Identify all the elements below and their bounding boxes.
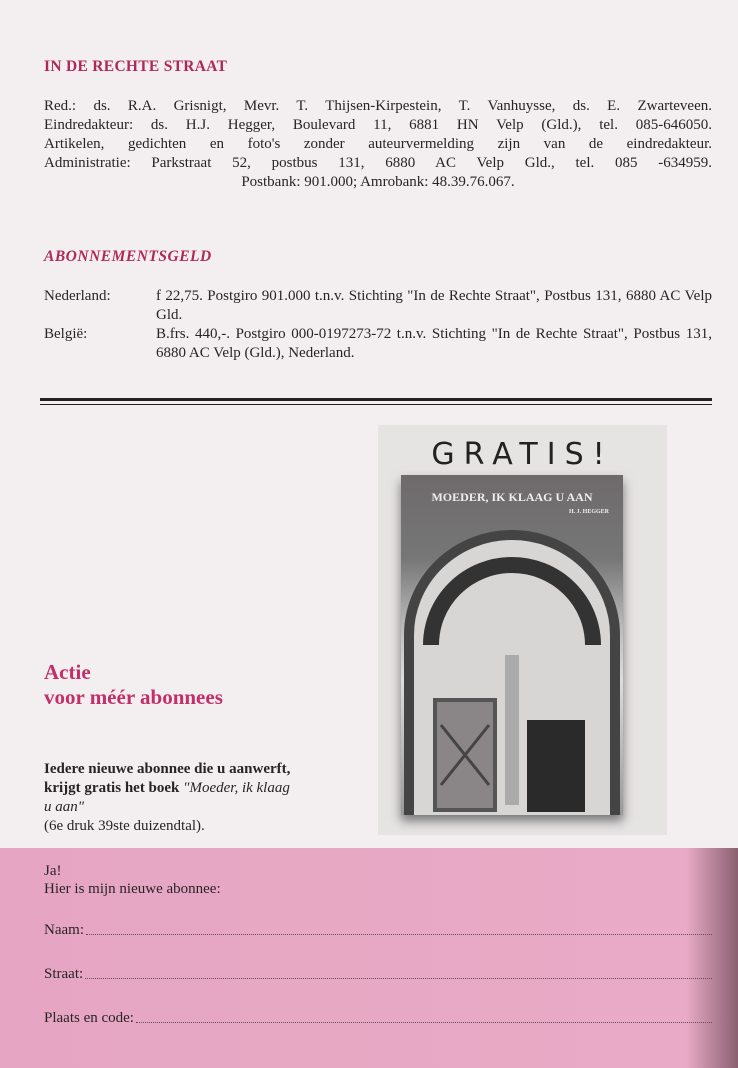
book-cover xyxy=(401,475,623,815)
subscription-title: ABONNEMENTSGELD xyxy=(44,248,212,265)
city-label: Plaats en code: xyxy=(44,1010,134,1026)
name-label: Naam: xyxy=(44,922,84,938)
cathedral-portal-image xyxy=(401,525,623,815)
country: België: xyxy=(44,326,88,342)
city-line[interactable] xyxy=(136,1010,712,1023)
street-label: Straat: xyxy=(44,966,84,982)
edition-note: (6e druk 39ste duizendtal). xyxy=(44,818,205,834)
subscription-form xyxy=(0,848,738,1068)
city-field[interactable] xyxy=(44,1010,712,1027)
form-intro xyxy=(44,862,221,898)
name-field[interactable] xyxy=(44,922,712,939)
form-intro-text: Hier is mijn nieuwe abonnee: xyxy=(44,881,221,897)
subscription-row xyxy=(44,287,712,325)
masthead-title: IN DE RECHTE STRAAT xyxy=(44,58,228,75)
editors-line: Red.: ds. R.A. Grisnigt, Mevr. T. Thijsen-Kirpestein, T. Vanhuysse, ds. E. Zwarteveen. xyxy=(44,98,712,114)
street-line[interactable] xyxy=(85,966,712,979)
promo-heading-line1: Actie xyxy=(44,660,91,684)
gratis-handwriting: GRATIS! xyxy=(431,437,614,472)
articles-line: Artikelen, gedichten en foto's zonder auteurvermelding zijn van de eindredakteur. xyxy=(44,136,712,152)
street-field[interactable] xyxy=(44,966,712,983)
chief-editor-line: Eindredakteur: ds. H.J. Hegger, Boulevard 11, 6881 HN Velp (Gld.), tel. 085-646050. xyxy=(44,117,712,133)
name-line[interactable] xyxy=(86,922,712,935)
administration-line: Administratie: Parkstraat 52, postbus 131, 6880 AC Velp Gld., tel. 085 -634959. xyxy=(44,155,712,171)
book-author: H. J. HEGGER xyxy=(568,509,609,515)
masthead-info xyxy=(44,97,712,192)
subscription-row xyxy=(44,325,712,363)
country: Nederland: xyxy=(44,288,111,304)
promo-heading-line2: voor méér abonnees xyxy=(44,685,223,709)
promo-paragraph xyxy=(44,760,300,836)
book-title-ref: "Moeder, ik klaag u aan" xyxy=(44,780,290,815)
bank-line: Postbank: 901.000; Amrobank: 48.39.76.067. xyxy=(241,174,515,190)
price-text: f 22,75. Postgiro 901.000 t.n.v. Stichting "In de Rechte Straat", Postbus 131, 6880 AC Velp Gld. xyxy=(156,288,712,323)
price-text: B.frs. 440,-. Postgiro 000-0197273-72 t.n.v. Stichting "In de Rechte Straat", Postbus 131, 6880 AC Velp (Gld.), Nederland. xyxy=(156,326,712,361)
promo-text: Iedere nieuwe abonnee die u aanwerft, krijgt gratis het boek xyxy=(44,761,291,796)
form-intro-yes: Ja! xyxy=(44,863,62,879)
book-title: MOEDER, IK KLAAG U AAN xyxy=(431,490,593,504)
double-rule-divider xyxy=(40,398,712,405)
promo-heading xyxy=(44,660,223,710)
subscription-table xyxy=(44,287,712,363)
book-photo xyxy=(378,425,667,835)
